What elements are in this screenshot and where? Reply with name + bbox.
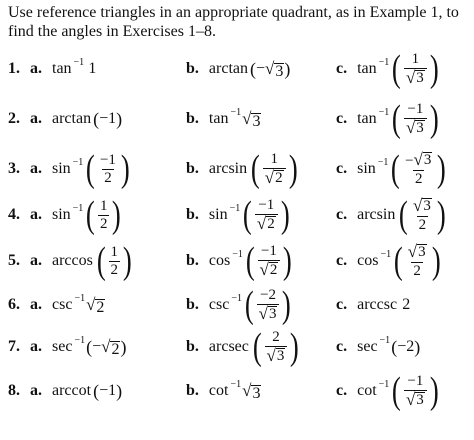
function-name: arccsc xyxy=(357,296,398,313)
numerator xyxy=(270,329,282,346)
inverse-superscript: −1 xyxy=(229,202,241,214)
part-b xyxy=(186,144,299,194)
exercise-row xyxy=(0,144,474,194)
sqrt xyxy=(406,391,425,408)
exercise-number: 4. xyxy=(8,206,20,223)
fraction xyxy=(255,197,278,234)
numerator-value: −2 xyxy=(260,286,277,303)
fraction xyxy=(98,152,118,187)
radicand: 3 xyxy=(275,63,284,80)
right-paren: ) xyxy=(288,148,298,190)
sqrt-symbol: √ xyxy=(258,303,268,323)
part-c xyxy=(336,366,440,416)
argument: −2 xyxy=(397,338,415,355)
left-paren: ( xyxy=(86,148,96,190)
sqrt xyxy=(406,119,425,136)
inverse-superscript: −1 xyxy=(230,106,242,118)
function-name: arccot xyxy=(52,382,92,399)
left-paren: ( xyxy=(392,98,402,140)
part-a xyxy=(30,190,123,240)
argument: −1 xyxy=(99,110,117,127)
right-paren: ) xyxy=(282,284,292,326)
part-letter: c. xyxy=(336,160,348,177)
sqrt-symbol: √ xyxy=(405,67,416,87)
right-paren: ) xyxy=(120,148,130,190)
part-a xyxy=(30,44,96,94)
fraction xyxy=(263,151,286,188)
minus-sign: − xyxy=(255,60,266,77)
function-name: sec xyxy=(52,338,73,355)
part-letter: c. xyxy=(336,206,348,223)
argument: 1 xyxy=(88,60,97,77)
function-name: tan xyxy=(52,60,72,77)
right-paren: ) xyxy=(429,48,439,90)
sqrt xyxy=(406,69,425,86)
denominator xyxy=(404,118,427,138)
part-letter: b. xyxy=(186,338,199,355)
denominator xyxy=(404,390,427,410)
denominator-value: 2 xyxy=(110,261,119,278)
radicand: 3 xyxy=(423,197,431,214)
instructions-text: Use reference triangles in an appropriate quadrant, as in Example 1, to find the angles in Exercises 1–8. xyxy=(8,4,459,40)
inverse-superscript: −1 xyxy=(378,106,390,118)
denominator xyxy=(265,346,288,366)
sqrt xyxy=(259,305,278,322)
numerator xyxy=(406,243,429,262)
inverse-superscript: −1 xyxy=(72,202,84,214)
function-name: csc xyxy=(208,296,230,313)
function-name: tan xyxy=(357,110,377,127)
left-paren: ( xyxy=(249,58,256,79)
exercise-number: 5. xyxy=(8,252,20,269)
left-paren: ( xyxy=(245,240,255,282)
left-paren: ( xyxy=(251,148,260,190)
radicand: 2 xyxy=(267,215,275,232)
numerator-value: −1 xyxy=(260,242,277,259)
numerator xyxy=(403,151,434,170)
radicand: 2 xyxy=(111,341,120,358)
denominator xyxy=(404,68,427,88)
numerator xyxy=(410,51,422,68)
denominator-value: 2 xyxy=(414,170,423,187)
left-paren: ( xyxy=(93,380,100,401)
left-paren: ( xyxy=(96,240,106,282)
exercise-row xyxy=(0,322,474,372)
numerator-value: 1 xyxy=(270,150,278,167)
radicand: 3 xyxy=(416,391,424,408)
numerator-value: 1 xyxy=(99,197,108,214)
function-name: cot xyxy=(357,382,377,399)
part-c xyxy=(336,44,440,94)
radicand: 3 xyxy=(418,243,426,260)
inverse-superscript: −1 xyxy=(377,156,389,168)
sqrt-symbol: √ xyxy=(256,213,267,233)
numerator xyxy=(109,244,121,261)
part-a xyxy=(30,366,122,416)
right-paren: ) xyxy=(112,194,122,236)
left-paren: ( xyxy=(252,326,262,368)
part-a xyxy=(30,94,122,144)
right-paren: ) xyxy=(283,240,293,282)
radicand: 3 xyxy=(416,69,424,86)
exercise-number: 3. xyxy=(8,160,20,177)
function-name: arccos xyxy=(52,252,93,269)
part-letter: a. xyxy=(30,60,42,77)
left-paren: ( xyxy=(399,194,409,236)
sqrt-symbol: √ xyxy=(259,259,269,279)
denominator xyxy=(257,304,280,324)
inverse-superscript: −1 xyxy=(72,156,84,168)
sqrt xyxy=(242,109,261,129)
left-paren: ( xyxy=(93,108,100,129)
exercise-row xyxy=(0,190,474,240)
numerator-value: −1 xyxy=(407,100,424,117)
part-a xyxy=(30,144,132,194)
inverse-superscript: −1 xyxy=(230,378,242,390)
exercise-row xyxy=(0,94,474,144)
radicand: 3 xyxy=(423,151,432,168)
part-letter: b. xyxy=(186,160,199,177)
part-letter: a. xyxy=(30,160,42,177)
sqrt-symbol: √ xyxy=(405,389,416,409)
inverse-superscript: −1 xyxy=(74,292,86,304)
numerator xyxy=(259,243,279,260)
right-paren: ) xyxy=(116,108,123,129)
right-paren: ) xyxy=(284,58,291,79)
left-paren: ( xyxy=(392,370,402,412)
numerator-value: −1 xyxy=(407,372,424,389)
sqrt-symbol: √ xyxy=(86,295,96,314)
denominator xyxy=(102,169,114,187)
right-paren: ) xyxy=(280,194,290,236)
part-b xyxy=(186,190,291,240)
right-paren: ) xyxy=(122,240,132,282)
radicand: 2 xyxy=(275,169,283,186)
sqrt-symbol: √ xyxy=(242,109,252,128)
exercise-row xyxy=(0,236,474,286)
sqrt xyxy=(413,197,432,214)
fraction xyxy=(109,244,121,279)
denominator xyxy=(98,215,110,233)
part-b xyxy=(186,322,301,372)
fraction xyxy=(411,197,434,234)
numerator-value: 2 xyxy=(272,328,280,345)
sqrt-symbol: √ xyxy=(412,195,423,215)
function-name: csc xyxy=(52,296,73,313)
part-letter: a. xyxy=(30,296,42,313)
part-letter: a. xyxy=(30,382,42,399)
right-paren: ) xyxy=(429,370,439,412)
exercise-row xyxy=(0,44,474,94)
function-name: sec xyxy=(357,338,378,355)
right-paren: ) xyxy=(290,326,300,368)
fraction xyxy=(98,198,110,233)
right-paren: ) xyxy=(120,336,127,357)
denominator-value: 2 xyxy=(99,215,108,232)
function-name: cos xyxy=(357,252,379,269)
right-paren: ) xyxy=(431,240,441,282)
exercise-number: 7. xyxy=(8,338,20,355)
radicand: 3 xyxy=(252,385,261,402)
part-letter: c. xyxy=(336,60,348,77)
fraction xyxy=(406,243,429,280)
left-paren: ( xyxy=(393,240,403,282)
denominator-value: 2 xyxy=(104,169,112,186)
denominator-value: 2 xyxy=(413,262,421,279)
numerator xyxy=(258,287,278,304)
function-name: arctan xyxy=(52,110,92,127)
exercise-number: 8. xyxy=(8,382,20,399)
denominator xyxy=(413,170,425,188)
sqrt xyxy=(242,381,261,401)
part-c xyxy=(336,94,440,144)
sqrt-symbol: √ xyxy=(101,337,111,356)
function-name: arcsin xyxy=(208,160,248,177)
fraction xyxy=(265,329,288,366)
right-paren: ) xyxy=(429,98,439,140)
left-paren: ( xyxy=(391,148,401,190)
inverse-superscript: −1 xyxy=(232,248,243,260)
part-c xyxy=(336,236,442,286)
inverse-superscript: −1 xyxy=(74,334,86,346)
sqrt xyxy=(265,169,284,186)
part-b xyxy=(186,236,294,286)
right-paren: ) xyxy=(437,148,447,190)
part-letter: c. xyxy=(336,110,348,127)
exercise-number: 1. xyxy=(8,60,20,77)
denominator xyxy=(411,262,423,280)
function-name: cos xyxy=(208,252,231,269)
part-b xyxy=(186,94,261,144)
sqrt xyxy=(101,337,120,357)
fraction xyxy=(404,101,427,138)
sqrt-symbol: √ xyxy=(242,381,252,400)
inverse-superscript: −1 xyxy=(379,334,391,346)
part-a xyxy=(30,236,134,286)
part-letter: a. xyxy=(30,338,42,355)
function-name: arctan xyxy=(208,60,248,77)
part-letter: a. xyxy=(30,252,42,269)
denominator xyxy=(258,260,281,280)
argument: −1 xyxy=(99,382,117,399)
numerator xyxy=(268,151,280,168)
argument: 2 xyxy=(402,296,411,313)
sqrt-symbol: √ xyxy=(407,241,418,261)
denominator xyxy=(109,261,121,279)
part-a xyxy=(30,322,126,372)
radicand: 2 xyxy=(269,261,278,278)
fraction xyxy=(258,243,281,280)
numerator xyxy=(405,373,425,390)
sqrt-symbol: √ xyxy=(266,345,276,365)
left-paren: ( xyxy=(392,48,402,90)
denominator xyxy=(255,214,278,234)
sqrt-symbol: √ xyxy=(405,117,416,137)
radicand: 3 xyxy=(276,347,285,364)
sqrt-symbol: √ xyxy=(265,59,275,78)
denominator xyxy=(417,216,429,234)
function-name: sin xyxy=(52,206,71,223)
numerator-value: 1 xyxy=(411,50,420,67)
numerator xyxy=(405,101,425,118)
numerator xyxy=(256,197,276,214)
part-letter: b. xyxy=(186,296,199,313)
left-paren: ( xyxy=(86,194,96,236)
part-b xyxy=(186,44,290,94)
function-name: sin xyxy=(52,160,71,177)
left-paren: ( xyxy=(244,284,254,326)
part-c xyxy=(336,322,420,372)
radicand: 2 xyxy=(96,299,105,316)
part-letter: c. xyxy=(336,252,348,269)
inverse-superscript: −1 xyxy=(73,56,85,68)
function-name: arcsec xyxy=(208,338,249,355)
function-name: sin xyxy=(357,160,376,177)
part-letter: b. xyxy=(186,382,199,399)
fraction xyxy=(404,373,427,410)
minus-sign: − xyxy=(405,152,414,169)
sqrt xyxy=(408,243,427,260)
radicand: 3 xyxy=(252,113,261,130)
sqrt xyxy=(265,59,284,79)
inverse-superscript: −1 xyxy=(378,378,390,390)
right-paren: ) xyxy=(116,380,123,401)
radicand: 3 xyxy=(268,305,277,322)
right-paren: ) xyxy=(414,336,421,357)
inverse-superscript: −1 xyxy=(231,292,242,304)
exercise-number: 2. xyxy=(8,110,20,127)
function-name: tan xyxy=(208,110,229,127)
function-name: tan xyxy=(357,60,377,77)
part-letter: a. xyxy=(30,206,42,223)
right-paren: ) xyxy=(436,194,446,236)
numerator-value: 1 xyxy=(110,243,119,260)
left-paren: ( xyxy=(243,194,252,236)
part-letter: c. xyxy=(336,382,348,399)
sqrt xyxy=(414,151,433,168)
numerator xyxy=(411,197,434,216)
function-name: cot xyxy=(208,382,229,399)
exercise-row xyxy=(0,366,474,416)
numerator xyxy=(98,198,110,215)
numerator-value: −1 xyxy=(258,196,275,213)
minus-sign: − xyxy=(92,338,102,355)
part-letter: c. xyxy=(336,338,348,355)
inverse-superscript: −1 xyxy=(380,248,392,260)
part-c xyxy=(336,144,448,194)
exercise-number: 6. xyxy=(8,296,20,313)
sqrt xyxy=(257,215,276,232)
part-letter: b. xyxy=(186,252,199,269)
part-c xyxy=(336,190,447,240)
part-letter: b. xyxy=(186,110,199,127)
numerator xyxy=(98,152,118,169)
part-letter: b. xyxy=(186,206,199,223)
part-letter: a. xyxy=(30,110,42,127)
function-name: sin xyxy=(208,206,228,223)
inverse-superscript: −1 xyxy=(378,56,390,68)
function-name: arcsin xyxy=(357,206,396,223)
denominator xyxy=(263,168,286,188)
fraction xyxy=(403,151,434,188)
sqrt-symbol: √ xyxy=(264,167,275,187)
fraction xyxy=(257,287,280,324)
left-paren: ( xyxy=(86,336,93,357)
sqrt xyxy=(86,295,105,315)
denominator-value: 2 xyxy=(418,216,427,233)
sqrt xyxy=(260,261,279,278)
radicand: 3 xyxy=(416,119,424,136)
sqrt xyxy=(267,347,286,364)
fraction xyxy=(404,51,427,88)
part-b xyxy=(186,366,261,416)
numerator-value: −1 xyxy=(99,151,116,168)
sqrt-symbol: √ xyxy=(413,149,423,169)
part-letter: b. xyxy=(186,60,199,77)
part-letter: c. xyxy=(336,296,348,313)
left-paren: ( xyxy=(391,336,398,357)
